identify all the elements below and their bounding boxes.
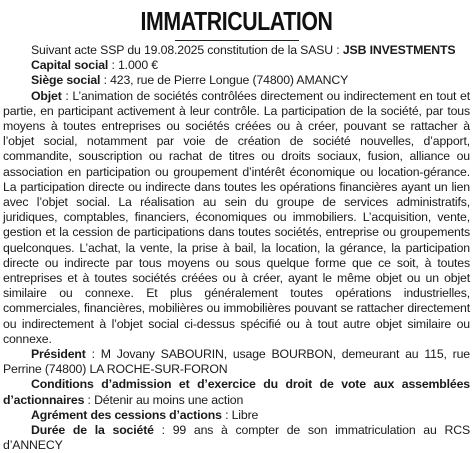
objet-paragraph (3, 89, 470, 347)
president-value: : M Jovany SABOURIN, usage BOURBON, demeurant au 115, rue Perrine (74800) LA ROCHE-SUR-FORON (3, 347, 470, 377)
duree-value: : 99 ans à compter de son immatriculation au RCS d’ANNECY (3, 423, 470, 453)
duree-label: Durée de la société (31, 423, 154, 438)
siege-label: Siège social (31, 73, 101, 88)
siege-paragraph (3, 73, 470, 88)
intro-text: Suivant acte SSP du 19.08.2025 constitution de la SASU : (31, 43, 343, 57)
objet-value: : L’animation de sociétés contrôlées directement ou indirectement en tout et partie, en participant activement à leur contrôle. La participation de la société, par tous moyens à toutes entreprises ou sociétés créées ou à créer, pouvant se rattacher à l’objet social, notamment par voie de création de société nouvelles, d’apport, commandite, souscription ou rachat de titres ou droits sociaux, fusion, alliance ou association en participation ou groupement d’intérêt économique ou location-gérance. La participation directe ou indirecte dans toutes les opérations financières ayant un lien avec l’objet social. La réalisation au sein du groupe de services administratifs, juridiques, comptables, financiers, économiques ou immobiliers. L’acquisition, vente, gestion et la cession de participations dans toutes sociétés, entreprise ou groupements quelconques. L’achat, la vente, la prise à bail, la location, la gérance, la participation directe ou indirecte par tous moyens ou sous quelque forme que ce soit, à toutes entreprises et à toutes sociétés créées ou à créer, ayant le même objet ou un objet similaire ou connexe. Et plus généralement toutes opérations industrielles, commerciales, financières, mobilières ou immobilières pouvant se rattacher directement ou indirectement à l’objet social ci-dessus spécifié ou à tout autre objet similaire ou connexe. (3, 88, 470, 346)
company-name: JSB INVESTMENTS (342, 43, 456, 57)
conditions-label: Conditions d’admission et d’exercice du droit de vote aux assemblées d’actionnaires (3, 377, 470, 407)
capital-label: Capital social (31, 58, 109, 73)
duree-paragraph (3, 423, 470, 453)
agrement-value: : Libre (221, 407, 259, 422)
notice-title: IMMATRICULATION (140, 6, 333, 36)
objet-label: Objet (31, 88, 62, 103)
agrement-paragraph (3, 408, 470, 423)
conditions-value: : Détenir au moins une action (84, 392, 244, 407)
title-divider (175, 40, 299, 41)
agrement-label: Agrément des cessions d’actions (31, 407, 222, 422)
intro-paragraph (3, 43, 470, 58)
president-paragraph (3, 347, 470, 377)
conditions-paragraph (3, 377, 470, 407)
siege-value: : 423, rue de Pierre Longue (74800) AMANCY (100, 73, 349, 88)
capital-value: : 1.000 € (108, 58, 158, 73)
capital-paragraph (3, 58, 470, 73)
notice-body (3, 43, 470, 453)
president-label: Président (31, 347, 86, 362)
